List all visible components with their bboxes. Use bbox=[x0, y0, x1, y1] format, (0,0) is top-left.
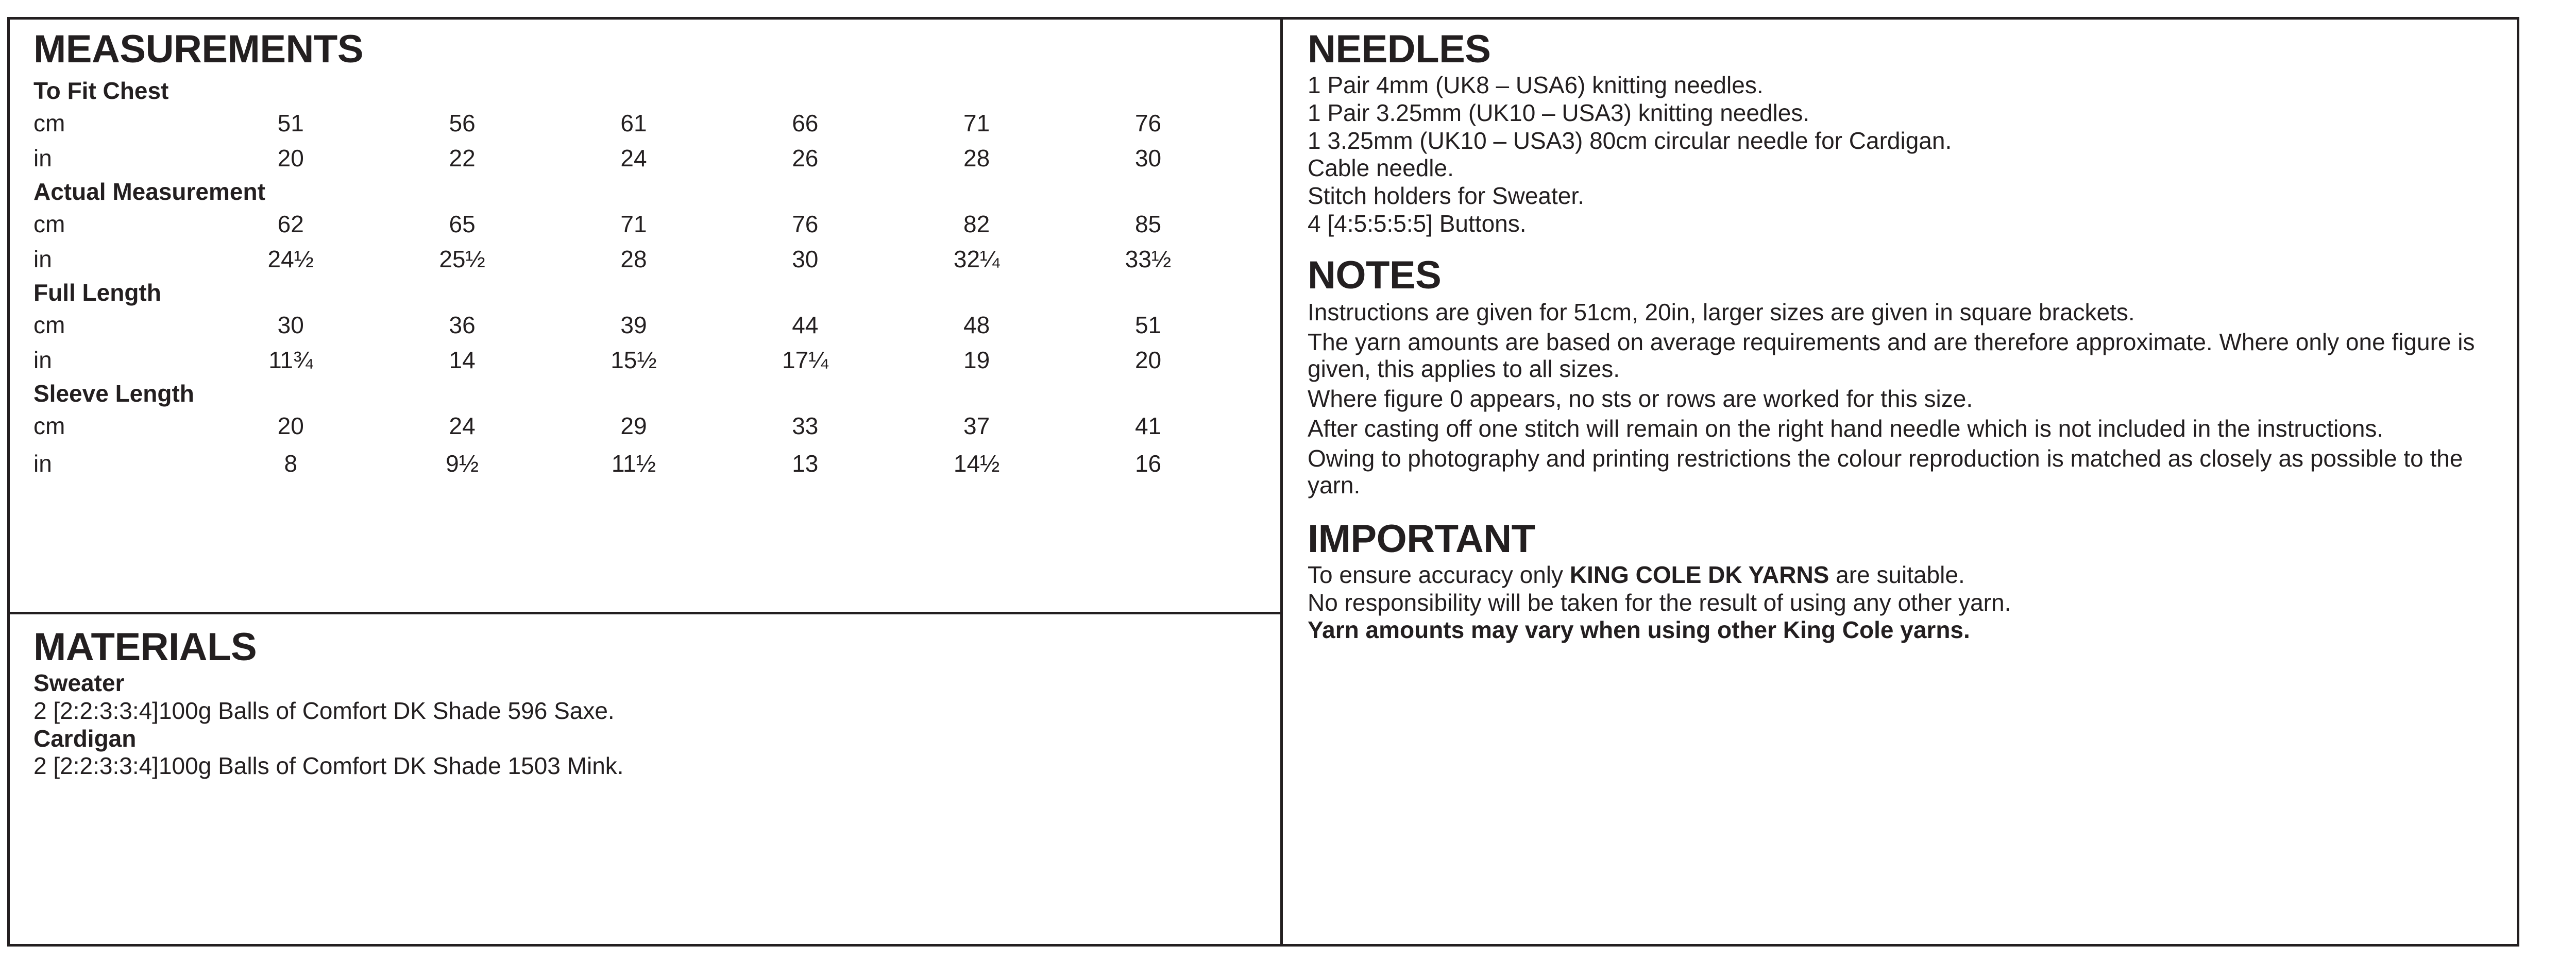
table-row bbox=[33, 105, 1234, 138]
pattern-info-panel bbox=[7, 17, 2519, 947]
measurement-group-label-row bbox=[33, 173, 1234, 206]
measurement-cell: 76 bbox=[1134, 110, 1162, 136]
measurement-cell: 82 bbox=[963, 211, 990, 237]
group-label-to-fit-chest: To Fit Chest bbox=[33, 77, 169, 104]
notes-paragraph: Owing to photography and printing restrictions the colour reproduction is matched as closely as possible to the yarn. bbox=[1308, 444, 2463, 498]
table-row bbox=[33, 441, 1234, 481]
measurement-cell: 65 bbox=[449, 211, 476, 237]
measurement-cell: 29 bbox=[620, 412, 647, 439]
notes-paragraph: The yarn amounts are based on average requirements and are therefore approximate. Where only one figure is given, this applies to all sizes. bbox=[1308, 328, 2475, 382]
measurement-cell: 39 bbox=[620, 312, 647, 338]
measurement-cell: 44 bbox=[792, 312, 819, 338]
table-row bbox=[33, 340, 1234, 375]
needles-line: 1 Pair 3.25mm (UK10 – USA3) knitting needles. bbox=[1308, 99, 1810, 126]
measurement-cell: 28 bbox=[963, 145, 990, 171]
measurement-cell: 66 bbox=[792, 110, 819, 136]
materials-cardigan-label: Cardigan bbox=[33, 725, 137, 752]
table-row bbox=[33, 239, 1234, 274]
measurement-cell: 76 bbox=[792, 211, 819, 237]
measurement-cell: 15½ bbox=[611, 347, 657, 373]
measurement-cell: 20 bbox=[277, 145, 304, 171]
measurement-cell: 20 bbox=[277, 412, 304, 439]
measurement-cell: 51 bbox=[1134, 312, 1162, 338]
unit-label: cm bbox=[33, 110, 65, 136]
unit-label: cm bbox=[33, 211, 65, 237]
measurement-cell: 26 bbox=[792, 145, 819, 171]
table-row bbox=[33, 138, 1234, 173]
measurement-cell: 36 bbox=[449, 312, 476, 338]
measurement-cell: 30 bbox=[277, 312, 304, 338]
unit-label: in bbox=[33, 347, 52, 373]
group-label-sleeve-length: Sleeve Length bbox=[33, 380, 194, 407]
materials-sweater-text: 2 [2:2:3:3:4]100g Balls of Comfort DK Shade 596 Saxe. bbox=[33, 697, 615, 724]
group-label-full-length: Full Length bbox=[33, 279, 161, 306]
measurement-cell: 62 bbox=[277, 211, 304, 237]
right-column bbox=[1283, 20, 2517, 944]
table-row bbox=[33, 307, 1234, 340]
important-line1-bold: KING COLE DK YARNS bbox=[1569, 561, 1829, 588]
measurement-cell: 33 bbox=[792, 412, 819, 439]
important-line-responsibility: No responsibility will be taken for the result of using any other yarn. bbox=[1308, 589, 2011, 616]
important-line-yarns bbox=[1308, 563, 2517, 588]
measurement-cell: 61 bbox=[620, 110, 647, 136]
measurement-group-label-row bbox=[33, 375, 1234, 408]
important-line-amounts-vary bbox=[1308, 618, 2517, 643]
notes-paragraph: Where figure 0 appears, no sts or rows are worked for this size. bbox=[1308, 385, 1973, 412]
table-row bbox=[33, 206, 1234, 239]
measurement-cell: 37 bbox=[963, 412, 990, 439]
measurement-cell: 14 bbox=[449, 347, 476, 373]
measurement-cell: 51 bbox=[277, 110, 304, 136]
notes-heading: NOTES bbox=[1308, 253, 1442, 297]
needles-section bbox=[1308, 20, 2517, 236]
measurement-cell: 30 bbox=[792, 246, 819, 272]
measurement-cell: 71 bbox=[620, 211, 647, 237]
measurement-cell: 8 bbox=[284, 450, 298, 477]
needles-heading: NEEDLES bbox=[1308, 27, 1491, 71]
needles-line: 4 [4:5:5:5:5] Buttons. bbox=[1308, 210, 1527, 237]
measurement-cell: 32¼ bbox=[953, 246, 1000, 272]
measurement-cell: 85 bbox=[1134, 211, 1162, 237]
measurements-table-body bbox=[33, 72, 1234, 481]
needles-line: Cable needle. bbox=[1308, 154, 1454, 182]
measurement-cell: 9½ bbox=[446, 450, 479, 477]
measurement-cell: 33½ bbox=[1125, 246, 1172, 272]
needles-line: 1 Pair 4mm (UK8 – USA6) knitting needles. bbox=[1308, 72, 1764, 98]
measurement-cell: 41 bbox=[1134, 412, 1162, 439]
needles-line: 1 3.25mm (UK10 – USA3) 80cm circular needle for Cardigan. bbox=[1308, 127, 1952, 154]
unit-label: in bbox=[33, 145, 52, 171]
unit-label: cm bbox=[33, 312, 65, 338]
measurement-cell: 19 bbox=[963, 347, 990, 373]
group-label-actual-measurement: Actual Measurement bbox=[33, 178, 265, 205]
measurement-cell: 48 bbox=[963, 312, 990, 338]
important-line3-bold: Yarn amounts may vary when using other King Cole yarns. bbox=[1308, 616, 1970, 644]
materials-section bbox=[10, 614, 1280, 944]
notes-paragraph: Instructions are given for 51cm, 20in, larger sizes are given in square brackets. bbox=[1308, 298, 2135, 325]
measurement-cell: 28 bbox=[620, 246, 647, 272]
table-row bbox=[33, 408, 1234, 441]
measurement-cell: 14½ bbox=[953, 450, 1000, 477]
measurement-cell: 11¾ bbox=[268, 347, 313, 373]
measurement-cell: 17¼ bbox=[782, 347, 828, 373]
materials-heading: MATERIALS bbox=[33, 625, 257, 669]
measurement-cell: 16 bbox=[1134, 450, 1162, 477]
measurements-section bbox=[10, 20, 1280, 614]
measurement-cell: 25½ bbox=[439, 246, 485, 272]
materials-sweater-label: Sweater bbox=[33, 669, 125, 696]
measurement-cell: 71 bbox=[963, 110, 990, 136]
measurements-table bbox=[33, 72, 1234, 481]
unit-label: in bbox=[33, 450, 52, 477]
measurement-cell: 24½ bbox=[267, 246, 314, 272]
measurement-cell: 24 bbox=[449, 412, 476, 439]
measurement-cell: 13 bbox=[792, 450, 819, 477]
important-line1-prefix: To ensure accuracy only bbox=[1308, 561, 1570, 588]
measurements-heading: MEASUREMENTS bbox=[33, 27, 364, 71]
measurement-cell: 56 bbox=[449, 110, 476, 136]
left-column bbox=[10, 20, 1283, 944]
notes-section bbox=[1308, 253, 2517, 499]
measurement-cell: 22 bbox=[449, 145, 476, 171]
needles-line: Stitch holders for Sweater. bbox=[1308, 182, 1584, 210]
important-line1-suffix: are suitable. bbox=[1829, 561, 1965, 588]
unit-label: in bbox=[33, 246, 52, 272]
important-heading: IMPORTANT bbox=[1308, 517, 1535, 561]
notes-paragraph: After casting off one stitch will remain on the right hand needle which is not included in the instructions. bbox=[1308, 415, 2384, 442]
measurement-cell: 11½ bbox=[611, 450, 656, 477]
important-section bbox=[1308, 517, 2517, 644]
measurement-cell: 20 bbox=[1134, 347, 1162, 373]
measurement-group-label-row bbox=[33, 72, 1234, 105]
unit-label: cm bbox=[33, 412, 65, 439]
measurement-cell: 24 bbox=[620, 145, 647, 171]
measurement-group-label-row bbox=[33, 274, 1234, 307]
measurement-cell: 30 bbox=[1134, 145, 1162, 171]
materials-cardigan-text: 2 [2:2:3:3:4]100g Balls of Comfort DK Shade 1503 Mink. bbox=[33, 752, 624, 780]
